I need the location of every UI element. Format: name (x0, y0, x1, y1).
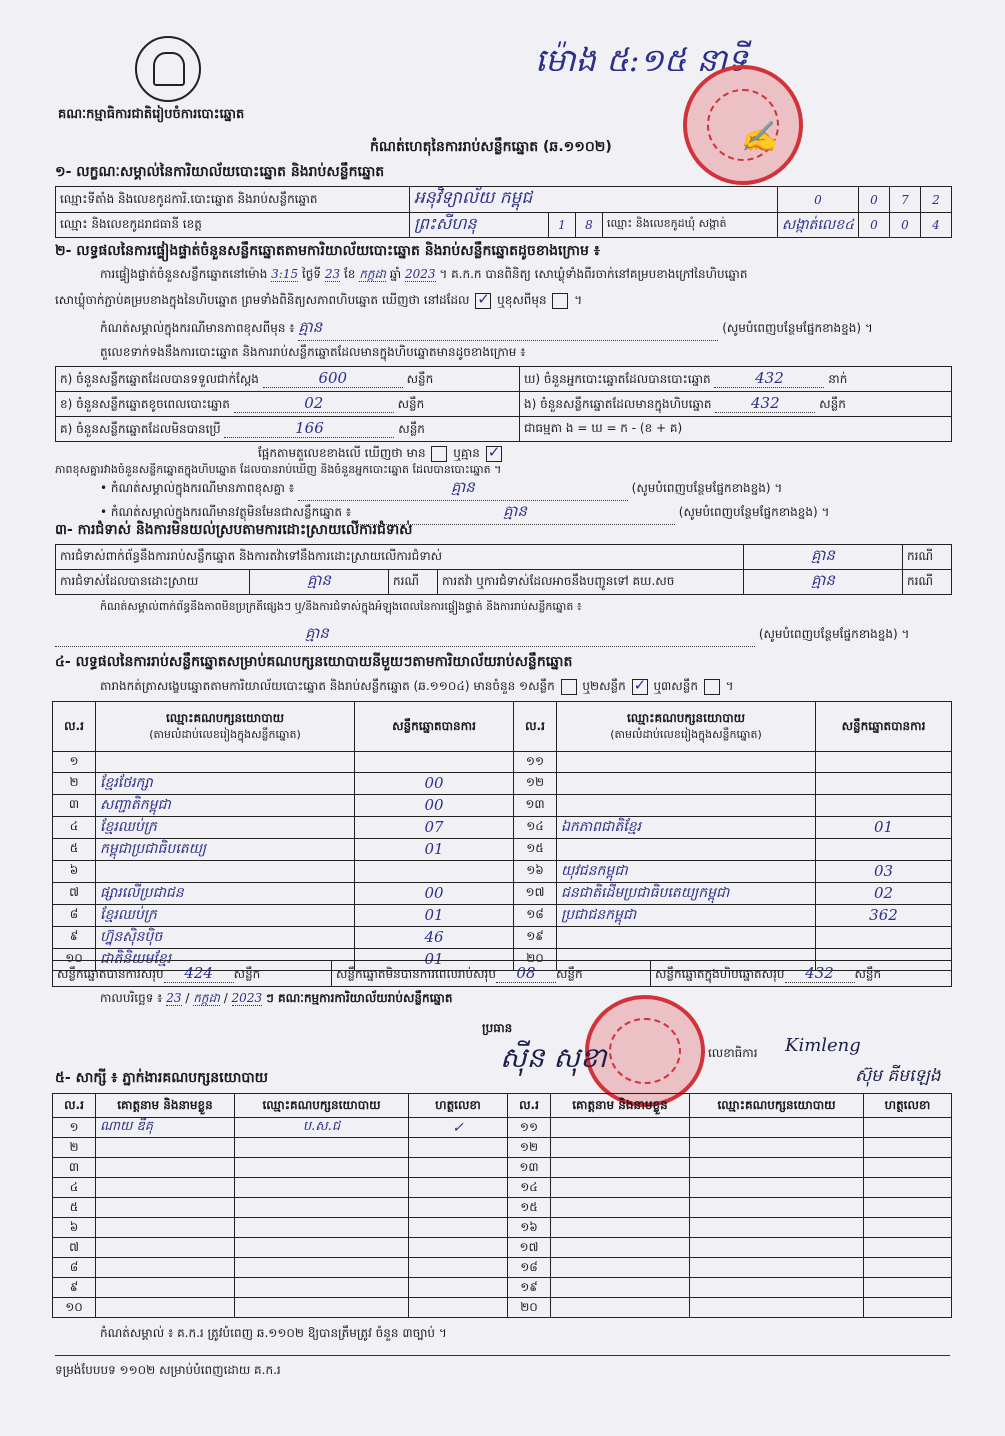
witness-empty-cell (690, 1218, 864, 1238)
changed-checkbox[interactable] (552, 293, 568, 309)
commune-value: សង្កាត់លេខ៤ (777, 213, 858, 238)
witness-no: ៥ (53, 1198, 96, 1218)
section4-heading: ៤- លទ្ធផលនៃការរាប់សន្លឹកឆ្នោតសម្រាប់គណបក្សនយោបាយនីមួយៗតាមការិយាល័យរាប់សន្លឹកឆ្នោត (55, 654, 573, 670)
witness-name (96, 1278, 235, 1298)
resolved-unit: ករណី (389, 570, 438, 595)
secretary-label: លេខាធិការ (708, 1046, 758, 1060)
formula-note: ជាធម្មតា ង = ឃ = ក - (ខ + គ) (520, 417, 952, 442)
commune-code-digit: 0 (859, 213, 890, 238)
result-votes (816, 772, 952, 794)
resolved-value: គ្មាន (250, 570, 389, 595)
result-votes: 01 (355, 838, 514, 860)
result-no: ១៦ (514, 860, 557, 882)
results-row (53, 794, 952, 816)
discrepancy-text-c: ភាពខុសគ្នារវាងចំនួនសន្លឹកឆ្នោតក្នុងហិបឆ្នោត ដែលបានរាប់ឃើញ និងចំនួនអ្នកបោះឆ្នោត ដែលបានបោះឆ្នោត ។ (55, 463, 502, 476)
total-unit: សន្លឹក (233, 966, 261, 981)
witness-no: ១៩ (508, 1278, 551, 1298)
secretary-name: ស៊ុម គីមឡេង (855, 1066, 941, 1086)
form-title: កំណត់ហេតុនៃការរាប់សន្លឹកឆ្នោត (ឆ.១១០២) (370, 139, 612, 155)
result-no: ៦ (53, 860, 96, 882)
witness-empty-cell (864, 1178, 952, 1198)
result-no: ១៥ (514, 838, 557, 860)
result-party: ខ្មែរថែរក្សា (96, 772, 355, 794)
result-party: ខ្មែរឈប់ក្រ (96, 904, 355, 926)
witness-empty-cell (551, 1238, 690, 1258)
witness-empty-cell (864, 1138, 952, 1158)
secretary-signature: Kimleng (785, 1035, 861, 1056)
witness-empty-cell (551, 1258, 690, 1278)
changed-label: ឬខុសពីមុន (497, 293, 547, 307)
bullet-foreign-label: • កំណត់សម្គាល់ក្នុងករណីមានវត្ថុមិនមែនជាសន្លឹកឆ្នោត ៖ (100, 505, 352, 519)
bullet-difference-hint: (សូមបំពេញបន្ថែមផ្នែកខាងខ្នង) ។ (631, 481, 783, 495)
discrepancy-text-b: ឬគ្មាន (453, 446, 480, 460)
verify-text-b: ថ្ងៃទី (301, 267, 321, 281)
figure-value: 432 (714, 369, 824, 388)
forwarded-label: ការតវ៉ា ឬការជំទាស់ដែលអាចនឹងបញ្ជូនទៅ គឃ.សច (438, 570, 744, 595)
witness-empty-cell (690, 1238, 864, 1258)
total-valid-value: 424 (164, 964, 234, 983)
section3-heading: ៣- ការជំទាស់ និងការមិនយល់ស្របតាមការដោះស្រាយលើការជំទាស់ (55, 522, 413, 538)
objections-table (55, 544, 952, 595)
result-no: ៣ (53, 794, 96, 816)
irregularity-note-label: កំណត់សម្គាល់ពាក់ព័ន្ធនឹងភាពមិនប្រក្រតីផ្សេងៗ ឬ/និងការជំទាស់ក្នុងអំឡុងពេលនៃការផ្ទៀងផ្ទាត់ និងការរាប់សន្លឹកឆ្នោត ៖ (100, 600, 582, 613)
result-votes: 00 (355, 882, 514, 904)
date-month: កក្កដា (193, 991, 220, 1005)
result-votes: 03 (816, 860, 952, 882)
bullet-difference-value: គ្មាន (298, 478, 628, 501)
result-no: ១២ (514, 772, 557, 794)
figure-value: 02 (234, 394, 394, 413)
code-digit: 0 (777, 187, 858, 213)
result-party: ខ្មែរឈប់ក្រ (96, 816, 355, 838)
results-body (53, 752, 952, 971)
witness-empty-cell (864, 1218, 952, 1238)
result-party: ហ្វ៊ុនស៊ិនប៉ិច (96, 926, 355, 948)
col-votes: សន្លឹកឆ្នោតបានការ (355, 702, 514, 752)
witness-no: ៨ (53, 1258, 96, 1278)
result-votes (816, 794, 952, 816)
discrepancy-yes-checkbox[interactable] (431, 446, 447, 462)
witness-sign (409, 1138, 508, 1158)
total-valid-label: សន្លឹកឆ្នោតបានការសរុប (57, 966, 164, 981)
result-party: សញ្ជាតិកម្ពុជា (96, 794, 355, 816)
forwarded-value: គ្មាន (744, 570, 903, 595)
witness-no: ១៨ (508, 1258, 551, 1278)
figure-unit: សន្លឹក (406, 372, 434, 386)
verify-month: កក្កដា (359, 267, 386, 281)
witness-row (53, 1238, 952, 1258)
results-row (53, 926, 952, 948)
results-table (52, 701, 952, 971)
witness-no: ១ (53, 1118, 96, 1138)
one-sheet-checkbox[interactable] (561, 679, 577, 695)
witness-sign (409, 1218, 508, 1238)
bullet-foreign-hint: (សូមបំពេញបន្ថែមផ្នែកខាងខ្នង) ។ (678, 505, 830, 519)
w-col-sign: ហត្ថលេខា (409, 1094, 508, 1118)
discrepancy-no-checkbox[interactable] (486, 446, 502, 462)
irregularity-note-hint: (សូមបំពេញបន្ថែមផ្នែកខាងខ្នង) ។ (758, 627, 910, 641)
committee-label: ៗ គណៈកម្មការការិយាល័យរាប់សន្លឹកឆ្នោត (265, 991, 453, 1005)
witness-table (52, 1093, 952, 1318)
witness-name: ណាយ ឌីគុ (96, 1118, 235, 1138)
chair-signature: សុីន សុខា (500, 1041, 607, 1074)
results-row (53, 904, 952, 926)
result-votes: 02 (816, 882, 952, 904)
section2-heading: ២- លទ្ធផលនៃការផ្ទៀងផ្ទាត់ចំនួនសន្លឹកឆ្នោតតាមការិយាល័យបោះឆ្នោត និងរាប់សន្លឹកឆ្នោតដូចខាងក្រោម ៖ (55, 243, 600, 259)
witness-empty-cell (551, 1278, 690, 1298)
two-sheet-checkbox[interactable] (632, 679, 648, 695)
witness-sign: ✓ (409, 1118, 508, 1138)
result-party (557, 752, 816, 773)
result-no: ៤ (53, 816, 96, 838)
result-party: ឯកភាពជាតិខ្មែរ (557, 816, 816, 838)
results-row (53, 838, 952, 860)
commune-code-digit: 0 (890, 213, 921, 238)
code-digit: 7 (890, 187, 921, 213)
witness-empty-cell (690, 1138, 864, 1158)
witness-no: ៩ (53, 1278, 96, 1298)
verify-year: 2023 (404, 267, 436, 281)
verify-time: 3:15 (271, 267, 299, 281)
total-box-label: សន្លឹកឆ្នោតក្នុងហិបឆ្នោតសរុប (655, 966, 785, 981)
verify-text-d: ឆ្នាំ (389, 267, 402, 281)
code-digit: 2 (921, 187, 952, 213)
witness-empty-cell (864, 1158, 952, 1178)
verify-text-c: ខែ (343, 267, 356, 281)
objection-unit: ករណី (903, 545, 952, 570)
nec-logo (135, 36, 201, 102)
change-note-label: កំណត់សម្គាល់ក្នុងករណីមានភាពខុសពីមុន ៖ (100, 321, 295, 335)
col-no: ល.រ (53, 702, 96, 752)
witness-empty-cell (551, 1198, 690, 1218)
witness-sign (409, 1258, 508, 1278)
w-col-no: ល.រ (508, 1094, 551, 1118)
forwarded-unit: ករណី (903, 570, 952, 595)
witness-row (53, 1218, 952, 1238)
sheet-count-line: តារាងកត់ត្រាសង្ខេបឆ្នោតតាមការិយាល័យបោះឆ្នោត និងរាប់សន្លឹកឆ្នោត (ឆ.១១០៤) មានចំនួន ១សន្លឹក ឬ២សន្លឹក ✓ ឬ៣សន្លឹក ។ (100, 678, 734, 696)
figures-intro: តួលេខទាក់ទងនឹងការបោះឆ្នោត និងការរាប់សន្លឹកឆ្នោតដែលមានក្នុងហិបឆ្នោតមានដូចខាងក្រោម ៖ (100, 345, 526, 359)
result-no: ១ (53, 752, 96, 773)
witness-party (235, 1158, 409, 1178)
witness-no: ១០ (53, 1298, 96, 1318)
witness-empty-cell (690, 1258, 864, 1278)
witness-no: ៣ (53, 1158, 96, 1178)
witness-row (53, 1118, 952, 1138)
witness-sign (409, 1198, 508, 1218)
result-votes (355, 752, 514, 773)
witness-no: ៧ (53, 1238, 96, 1258)
three-sheet-label: ឬ៣សន្លឹក (653, 679, 698, 693)
results-row (53, 860, 952, 882)
objection-value: គ្មាន (744, 545, 903, 570)
result-no: ២ (53, 772, 96, 794)
witness-row (53, 1298, 952, 1318)
w-col-name: គោត្តនាម និងនាមខ្លួន (96, 1094, 235, 1118)
witness-row (53, 1278, 952, 1298)
change-note-hint: (សូមបំពេញបន្ថែមផ្នែកខាងខ្នង) ។ (722, 321, 873, 335)
final-note: កំណត់សម្គាល់ ៖ គ.ក.រ ត្រូវបំពេញ ឆ.១១០២ ឱ្យបានត្រឹមត្រូវ ចំនួន ៣ច្បាប់ ។ (100, 1326, 447, 1340)
province-code-digit: 8 (576, 213, 603, 238)
witness-party (235, 1298, 409, 1318)
witness-party (235, 1138, 409, 1158)
witness-row (53, 1198, 952, 1218)
sheet-count-text: តារាងកត់ត្រាសង្ខេបឆ្នោតតាមការិយាល័យបោះឆ្នោត និងរាប់សន្លឹកឆ្នោត (ឆ.១១០៤) មានចំនួន ១សន្លឹក (100, 679, 555, 693)
three-sheet-checkbox[interactable] (704, 679, 720, 695)
result-party: ជនជាតិដើមប្រជាធិបតេយ្យកម្ពុជា (557, 882, 816, 904)
witness-no: ១២ (508, 1138, 551, 1158)
verification-line (100, 266, 950, 284)
unchanged-label: នៅដដែល (423, 293, 470, 307)
bullet-foreign-value: គ្មាន (355, 502, 675, 525)
result-votes: 01 (816, 816, 952, 838)
witness-empty-cell (864, 1258, 952, 1278)
province-code-digit: 1 (549, 213, 576, 238)
witness-party: ប.ស.ជ (235, 1118, 409, 1138)
witness-empty-cell (551, 1158, 690, 1178)
result-party: កម្ពុជាប្រជាធិបតេយ្យ (96, 838, 355, 860)
witness-empty-cell (690, 1278, 864, 1298)
witness-body (53, 1118, 952, 1318)
witness-empty-cell (690, 1298, 864, 1318)
result-party: ផ្សារលើប្រជាជន (96, 882, 355, 904)
results-row (53, 882, 952, 904)
box-state-text: សោឃ្លុំចាក់ភ្ជាប់គម្របខាងក្នុងនៃហិបឆ្នោត ព្រមទាំងពិនិត្យសភាពហិបឆ្នោត ឃើញថា (55, 293, 420, 307)
unchanged-checkbox[interactable] (475, 293, 491, 309)
witness-empty-cell (551, 1178, 690, 1198)
result-votes: 00 (355, 772, 514, 794)
date-year: 2023 (231, 991, 263, 1005)
witness-party (235, 1218, 409, 1238)
witness-no: ២ (53, 1138, 96, 1158)
result-party: យុវជនកម្ពុជា (557, 860, 816, 882)
figure-unit: សន្លឹក (397, 397, 425, 411)
results-row (53, 772, 952, 794)
result-votes (816, 838, 952, 860)
witness-no: ៦ (53, 1218, 96, 1238)
result-votes: 46 (355, 926, 514, 948)
witness-empty-cell (551, 1138, 690, 1158)
witness-name (96, 1158, 235, 1178)
figure-label: ក) ចំនួនសន្លឹកឆ្នោតដែលបានទទួលជាក់ស្តែង (60, 372, 259, 386)
chair-label: ប្រធាន (482, 1021, 513, 1035)
province-label: ឈ្មោះ និងលេខកូដរាជធានី ខេត្ត (56, 213, 410, 238)
w-col-name: គោត្តនាម និងនាមខ្លួន (551, 1094, 690, 1118)
witness-no: ១៥ (508, 1198, 551, 1218)
result-votes: 362 (816, 904, 952, 926)
commune-code-digit: 4 (921, 213, 952, 238)
objection-label: ការជំទាស់ពាក់ព័ន្ធនឹងការរាប់សន្លឹកឆ្នោត និងការតវ៉ាទៅនឹងការដោះស្រាយលើការជំទាស់ (56, 545, 744, 570)
result-votes: 01 (355, 904, 514, 926)
figure-unit: សន្លឹក (819, 397, 846, 411)
result-votes: 01 (355, 948, 514, 970)
result-party (557, 926, 816, 948)
col-votes: សន្លឹកឆ្នោតបានការ (816, 702, 952, 752)
col-party: ឈ្មោះគណបក្សនយោបាយ (165, 710, 285, 725)
date-day: 23 (166, 991, 182, 1005)
ballot-figures-table (55, 366, 952, 442)
witness-sign (409, 1278, 508, 1298)
irregularity-note-line (55, 624, 955, 647)
witness-empty-cell (864, 1298, 952, 1318)
section5-heading: ៥- សាក្សី ៖ ភ្នាក់ងារគណបក្សនយោបាយ (55, 1070, 269, 1086)
code-digit: 0 (859, 187, 890, 213)
result-party (557, 772, 816, 794)
total-unit: សន្លឹក (555, 966, 583, 981)
two-sheet-label: ឬ២សន្លឹក (582, 679, 626, 693)
witness-name (96, 1258, 235, 1278)
totals-table (52, 960, 952, 987)
result-no: ១០ (53, 948, 96, 970)
result-votes: 07 (355, 816, 514, 838)
result-party (557, 794, 816, 816)
result-votes (816, 926, 952, 948)
witness-row (53, 1178, 952, 1198)
result-no: ៧ (53, 882, 96, 904)
witness-party (235, 1278, 409, 1298)
result-no: ១៣ (514, 794, 557, 816)
location-label: ឈ្មោះទីតាំង និងលេខកូដការិ.បោះឆ្នោត និងរាប់សន្លឹកឆ្នោត (56, 187, 410, 213)
result-no: ៨ (53, 904, 96, 926)
bullet-difference (100, 478, 950, 501)
irregularity-note-value: គ្មាន (55, 624, 755, 647)
result-no: ១៤ (514, 816, 557, 838)
witness-sign (409, 1298, 508, 1318)
witness-party (235, 1238, 409, 1258)
result-votes (355, 860, 514, 882)
witness-no: ៤ (53, 1178, 96, 1198)
witness-empty-cell (690, 1158, 864, 1178)
col-party: ឈ្មោះគណបក្សនយោបាយ (626, 710, 746, 725)
col-party-sub: (តាមលំដាប់លេខរៀងក្នុងសន្លឹកឆ្នោត) (610, 727, 762, 741)
w-col-sign: ហត្ថលេខា (864, 1094, 952, 1118)
witness-no: ១៤ (508, 1178, 551, 1198)
witness-sign (409, 1238, 508, 1258)
witness-party (235, 1198, 409, 1218)
witness-row (53, 1158, 952, 1178)
witness-empty-cell (864, 1118, 952, 1138)
date-label: កាលបរិច្ឆេទ ៖ (100, 991, 163, 1005)
witness-row (53, 1258, 952, 1278)
col-no: ល.រ (514, 702, 557, 752)
total-box-value: 432 (785, 964, 855, 983)
figure-label: ង) ចំនួនសន្លឹកឆ្នោតដែលមានក្នុងហិបឆ្នោត (524, 397, 712, 411)
result-no: ១៧ (514, 882, 557, 904)
figure-label: គ) ចំនួនសន្លឹកឆ្នោតដែលមិនបានប្រើ (60, 422, 221, 436)
form-footer: ទម្រង់បែបបទ ១១០២ សម្រាប់បំពេញដោយ គ.ក.រ (55, 1363, 281, 1377)
resolved-label: ការជំទាស់ដែលបានដោះស្រាយ (56, 570, 250, 595)
section1-table (55, 186, 952, 238)
witness-name (96, 1198, 235, 1218)
witness-name (96, 1218, 235, 1238)
result-no: ៥ (53, 838, 96, 860)
witness-party (235, 1258, 409, 1278)
location-value: អនុវិទ្យាល័យ កម្ពុជ (410, 187, 778, 213)
w-col-no: ល.រ (53, 1094, 96, 1118)
figure-unit: សន្លឹក (398, 422, 425, 436)
footer-divider (55, 1355, 950, 1356)
figure-unit: នាក់ (828, 372, 848, 386)
section1-heading: ១- លក្ខណៈសម្គាល់នៃការិយាល័យបោះឆ្នោត និងរាប់សន្លឹកឆ្នោត (55, 164, 385, 180)
w-col-party: ឈ្មោះគណបក្សនយោបាយ (690, 1094, 864, 1118)
witness-no: ១៣ (508, 1158, 551, 1178)
total-unit: សន្លឹក (854, 966, 882, 981)
result-no: ១៩ (514, 926, 557, 948)
total-invalid-value: 08 (496, 964, 556, 983)
witness-no: ២០ (508, 1298, 551, 1318)
bullet-difference-label: • កំណត់សម្គាល់ក្នុងករណីមានភាពខុសគ្នា ៖ (100, 481, 295, 495)
witness-sign (409, 1158, 508, 1178)
witness-empty-cell (864, 1238, 952, 1258)
witness-no: ១៧ (508, 1238, 551, 1258)
witness-name (96, 1178, 235, 1198)
date-line: កាលបរិច្ឆេទ ៖ 23 / កក្កដា / 2023 ៗ គណៈកម្មការការិយាល័យរាប់សន្លឹកឆ្នោត (100, 991, 453, 1005)
witness-empty-cell (551, 1218, 690, 1238)
witness-sign (409, 1178, 508, 1198)
result-votes (816, 752, 952, 773)
result-no: ២០ (514, 948, 557, 970)
result-no: ១១ (514, 752, 557, 773)
result-party: ជាតិនិយមខ្មែរ (96, 948, 355, 970)
top-handwritten-note: ម៉ោង ៥:១៥ នាទី (535, 41, 748, 79)
witness-name (96, 1238, 235, 1258)
w-col-party: ឈ្មោះគណបក្សនយោបាយ (235, 1094, 409, 1118)
witness-name (96, 1298, 235, 1318)
result-party (557, 838, 816, 860)
witness-empty-cell (864, 1198, 952, 1218)
result-votes: 00 (355, 794, 514, 816)
verify-day: 23 (324, 267, 341, 281)
result-party (96, 752, 355, 773)
figure-value: 600 (263, 369, 403, 388)
witness-row (53, 1138, 952, 1158)
verify-text-a: ការផ្ទៀងផ្ទាត់ចំនួនសន្លឹកឆ្នោតនៅម៉ោង (100, 267, 268, 281)
figure-value: 432 (715, 394, 815, 413)
change-note-line (100, 318, 950, 341)
witness-party (235, 1178, 409, 1198)
discrepancy-line (258, 445, 504, 463)
result-no: ៩ (53, 926, 96, 948)
witness-empty-cell (690, 1178, 864, 1198)
witness-empty-cell (551, 1118, 690, 1138)
signature-top: ✍ (740, 120, 778, 155)
figure-value: 166 (224, 419, 394, 438)
result-no: ១៨ (514, 904, 557, 926)
change-note-value: គ្មាន (298, 318, 718, 341)
witness-no: ១១ (508, 1118, 551, 1138)
witness-empty-cell (690, 1118, 864, 1138)
results-row (53, 816, 952, 838)
results-row (53, 752, 952, 773)
org-name: គណៈកម្មាធិការជាតិរៀបចំការបោះឆ្នោត (58, 107, 245, 122)
verify-text-e: ។ គ.ក.ក បានពិនិត្យ សោឃ្លុំទាំងពីរចាក់នៅគម្របខាងក្រៅនៃហិបឆ្នោត (439, 267, 748, 281)
result-party (96, 860, 355, 882)
total-invalid-label: សន្លឹកឆ្នោតមិនបានការពេលរាប់សរុប (336, 966, 496, 981)
witness-empty-cell (690, 1198, 864, 1218)
province-value: ព្រះសីហនុ (410, 213, 549, 238)
witness-empty-cell (864, 1278, 952, 1298)
witness-empty-cell (551, 1298, 690, 1318)
result-party: ប្រជាជនកម្ពុជា (557, 904, 816, 926)
discrepancy-text-a: ផ្អែកតាមតួលេខខាងលើ ឃើញថា មាន (258, 446, 426, 460)
witness-no: ១៦ (508, 1218, 551, 1238)
box-state-line: សោឃ្លុំចាក់ភ្ជាប់គម្របខាងក្នុងនៃហិបឆ្នោត ព្រមទាំងពិនិត្យសភាពហិបឆ្នោត ឃើញថា នៅដដែល ✓ ឬខុសពីមុន ។ (55, 292, 582, 310)
figure-label: ខ) ចំនួនសន្លឹកឆ្នោតខូចពេលបោះឆ្នោត (60, 397, 230, 411)
col-party-sub: (តាមលំដាប់លេខរៀងក្នុងសន្លឹកឆ្នោត) (149, 727, 301, 741)
figure-label: ឃ) ចំនួនអ្នកបោះឆ្នោតដែលបានបោះឆ្នោត (524, 372, 711, 386)
witness-name (96, 1138, 235, 1158)
commune-label: ឈ្មោះ និងលេខកូដឃុំ សង្កាត់ (603, 213, 778, 238)
